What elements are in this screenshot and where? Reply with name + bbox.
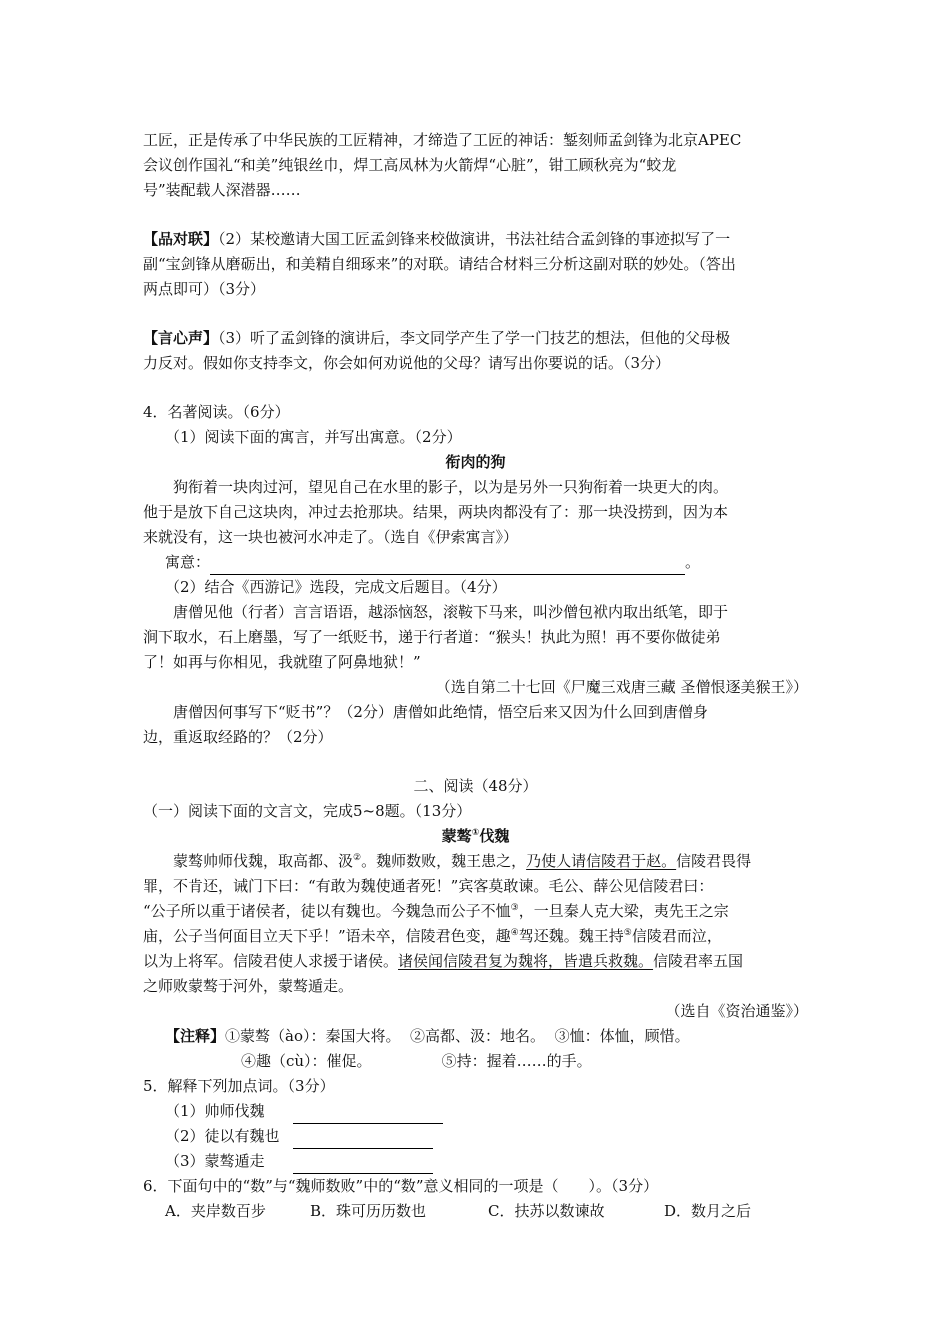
underlined-sentence: 乃使人请信陵君于赵。 [526, 852, 677, 870]
answer-blank[interactable] [293, 1157, 433, 1174]
moral-answer-row [143, 550, 808, 575]
passage-line: 之师败蒙骜于河外，蒙骜遁走。 [143, 977, 354, 995]
fable-title: 衔肉的狗 [445, 453, 506, 471]
title-part: 蒙骜 [441, 827, 472, 845]
passage-source: （选自《资治通鉴》） [665, 1002, 808, 1020]
xyj-text: 涧下取水，石上磨墨，写了一纸贬书，递于行者道：“猴头！执此为照！再不要你做徒弟 [143, 628, 721, 646]
question-5-heading: 5．解释下列加点词。（3分） [143, 1077, 335, 1095]
question-3-3 [143, 326, 808, 351]
footnote-mark: ② [353, 853, 362, 863]
title-part: 伐魏 [479, 827, 510, 845]
footnote-mark: ① [471, 828, 480, 838]
question-text: （3）听了孟剑锋的演讲后，李文同学产生了学一门技艺的想法，但他的父母极 [218, 329, 731, 347]
fable-text: 狗衔着一块肉过河，望见自己在水里的影子，以为是另外一只狗衔着一块更大的肉。 [173, 478, 729, 496]
text: 信陵君而泣， [631, 927, 722, 945]
question-4-2-text: 唐僧因何事写下“贬书”？（2分）唐僧如此绝情，悟空后来又因为什么回到唐僧身 [173, 703, 708, 721]
note: ①蒙骜（ào）：秦国大将。 [225, 1027, 401, 1045]
question-5-item [143, 1124, 808, 1149]
note: ③恤：体恤，顾惜。 [554, 1027, 690, 1045]
passage-line [143, 849, 808, 874]
question-text: （2）某校邀请大国工匠孟剑锋来校做演讲，书法社结合孟剑锋的事迹拟写了一 [218, 230, 731, 248]
option-b[interactable]: B．珠可历历数也 [310, 1202, 427, 1220]
option-c[interactable]: C．扶苏以数谏故 [488, 1202, 605, 1220]
footnote-mark: ④ [510, 928, 519, 938]
section-tag: 【言心声】 [143, 329, 219, 347]
text: 信陵君率五国 [653, 952, 744, 970]
passage-line [143, 899, 808, 924]
question-text: 两点即可）（3分） [143, 280, 266, 298]
text: 驾还魏。魏王持 [518, 927, 624, 945]
footnote-mark: ③ [510, 903, 519, 913]
footnote-mark: ⑤ [623, 928, 632, 938]
note: ⑤持：握着……的手。 [441, 1052, 592, 1070]
question-4-2: （2）结合《西游记》选段，完成文后题目。（4分） [165, 578, 507, 596]
option-d[interactable]: D．数月之后 [664, 1202, 752, 1220]
intro-line: 会议创作国礼“和美”纯银丝巾，焊工高凤林为火箭焊“心脏”，钳工顾秋亮为“蛟龙 [143, 156, 677, 174]
xyj-source: （选自第二十七回《尸魔三戏唐三藏 圣僧恨逐美猴王》） [435, 678, 808, 696]
passage-line: 罪，不肯还，诫门下曰：“有敢为魏使通者死！”宾客莫敢谏。毛公、薛公见信陵君曰： [143, 877, 714, 895]
note: ④趣（cù）：催促。 [241, 1052, 372, 1070]
question-4-1: （1）阅读下面的寓言，并写出寓意。（2分） [165, 428, 462, 446]
section-heading: 二、阅读（48分） [413, 777, 538, 795]
question-5-item [143, 1099, 808, 1124]
passage-line [143, 924, 808, 949]
text: 蒙骜帅师伐魏，取高都、汲 [173, 852, 354, 870]
item-label: （1）帅师伐魏 [165, 1102, 265, 1120]
xyj-text: 了！如再与你相见，我就堕了阿鼻地狱！” [143, 653, 421, 671]
page-content [143, 128, 808, 1224]
notes-tag: 【注释】 [165, 1027, 226, 1045]
moral-label: 寓意： [165, 553, 211, 571]
notes-row-1 [143, 1024, 808, 1049]
passage-title [143, 824, 808, 849]
part-heading: （一）阅读下面的文言文，完成5~8题。（13分） [143, 802, 472, 820]
question-text: 力反对。假如你支持李文，你会如何劝说他的父母？请写出你要说的话。（3分） [143, 354, 671, 372]
intro-line: 工匠，正是传承了中华民族的工匠精神，才缔造了工匠的神话：錾刻师孟剑锋为北京APEC [143, 131, 742, 149]
question-5-item [143, 1149, 808, 1174]
text: “公子所以重于诸侯者，徒以有魏也。今魏急而公子不恤 [143, 902, 511, 920]
moral-end: 。 [685, 553, 701, 571]
text: 以为上将军。信陵君使人求援于诸侯。 [143, 952, 399, 970]
answer-blank[interactable] [293, 1107, 443, 1124]
question-text: 副“宝剑锋从磨砺出，和美精自细琢来”的对联。请结合材料三分析这副对联的妙处。（答出 [143, 255, 736, 273]
question-4-2-text: 边，重返取经路的？（2分） [143, 728, 333, 746]
question-3-2 [143, 227, 808, 252]
moral-answer-blank[interactable] [210, 558, 685, 575]
text: ，一旦秦人克大梁，夷先王之宗 [518, 902, 729, 920]
question-4-heading: 4．名著阅读。（6分） [143, 403, 290, 421]
section-tag: 【品对联】 [143, 230, 219, 248]
fable-text: 他于是放下自己这块肉，冲过去抢那块。结果，两块肉都没有了：那一块没捞到，因为本 [143, 503, 729, 521]
question-6-options [143, 1199, 808, 1224]
intro-line: 号”装配载人深潜器…… [143, 181, 301, 199]
text: 。魏师数败，魏王患之， [361, 852, 527, 870]
item-label: （2）徒以有魏也 [165, 1127, 280, 1145]
question-6-heading: 6．下面句中的“数”与“魏师数败”中的“数”意义相同的一项是（ ）。（3分） [143, 1177, 659, 1195]
text: 庙，公子当何面目立天下乎！”语未卒，信陵君色变，趣 [143, 927, 511, 945]
text: 信陵君畏得 [676, 852, 752, 870]
note: ②高都、汲：地名。 [410, 1027, 546, 1045]
notes-row-2 [143, 1049, 808, 1074]
answer-blank[interactable] [293, 1132, 433, 1149]
item-label: （3）蒙骜遁走 [165, 1152, 265, 1170]
option-a[interactable]: A．夹岸数百步 [165, 1202, 266, 1220]
underlined-sentence: 诸侯闻信陵君复为魏将，皆遣兵救魏。 [398, 952, 654, 970]
passage-line [143, 949, 808, 974]
xyj-text: 唐僧见他（行者）言言语语，越添恼怒，滚鞍下马来，叫沙僧包袱内取出纸笔，即于 [173, 603, 729, 621]
fable-text: 来就没有，这一块也被河水冲走了。（选自《伊索寓言》） [143, 528, 519, 546]
